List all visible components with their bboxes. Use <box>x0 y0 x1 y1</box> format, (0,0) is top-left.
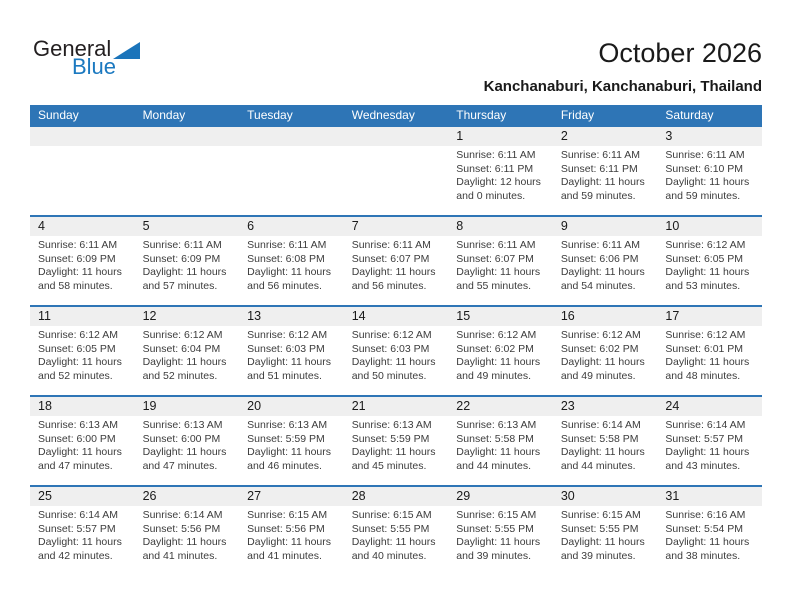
week-row <box>30 305 762 395</box>
day-info <box>448 236 553 293</box>
sunset-text: Sunset: 6:05 PM <box>665 252 744 265</box>
daylight-text-line1: Daylight: 11 hours <box>456 266 541 278</box>
daylight-text-line2: and 54 minutes. <box>560 279 636 292</box>
daylight-text-line1: Daylight: 11 hours <box>665 536 750 548</box>
sunset-text: Sunset: 5:56 PM <box>142 522 221 535</box>
daylight-text-line2: and 57 minutes. <box>142 279 218 292</box>
daylight-text-line1: Daylight: 11 hours <box>351 536 436 548</box>
daylight-text-line2: and 52 minutes. <box>142 369 218 382</box>
sunset-text: Sunset: 6:11 PM <box>560 162 638 175</box>
calendar-cell <box>30 487 135 575</box>
daylight-text-line2: and 52 minutes. <box>38 369 113 382</box>
day-number: 14 <box>344 307 449 326</box>
daylight-text-line2: and 49 minutes. <box>560 369 636 382</box>
day-info <box>30 236 135 293</box>
day-info <box>135 236 240 293</box>
day-number: 17 <box>657 307 762 326</box>
day-info <box>135 416 240 473</box>
day-info <box>657 236 762 293</box>
daylight-text-line1: Daylight: 11 hours <box>665 356 750 368</box>
sunset-text: Sunset: 6:07 PM <box>351 252 430 265</box>
calendar-cell <box>657 487 762 575</box>
sunset-text: Sunset: 5:59 PM <box>351 432 430 445</box>
day-number: 3 <box>657 127 762 146</box>
sunrise-text: Sunrise: 6:12 AM <box>665 239 746 251</box>
calendar-cell <box>448 397 553 485</box>
sunset-text: Sunset: 6:00 PM <box>142 432 221 445</box>
day-number: 20 <box>239 397 344 416</box>
calendar-cell <box>135 307 240 395</box>
daylight-text-line1: Daylight: 11 hours <box>247 266 331 278</box>
day-info <box>657 506 762 563</box>
calendar-cell-empty <box>30 127 135 215</box>
sunset-text: Sunset: 6:02 PM <box>456 342 534 355</box>
sunrise-text: Sunrise: 6:15 AM <box>560 509 641 521</box>
sunrise-text: Sunrise: 6:12 AM <box>351 329 432 341</box>
daylight-text-line2: and 55 minutes. <box>456 279 531 292</box>
day-number: 19 <box>135 397 240 416</box>
sunset-text: Sunset: 6:10 PM <box>665 162 744 175</box>
daylight-text-line2: and 39 minutes. <box>456 549 531 562</box>
sunset-text: Sunset: 6:03 PM <box>351 342 430 355</box>
sunrise-text: Sunrise: 6:11 AM <box>351 239 431 251</box>
calendar-cell <box>30 217 135 305</box>
daylight-text-line1: Daylight: 11 hours <box>247 446 331 458</box>
daylight-text-line1: Daylight: 11 hours <box>665 266 750 278</box>
day-number <box>135 127 240 146</box>
weekday-header-row <box>30 105 762 125</box>
daylight-text-line1: Daylight: 11 hours <box>247 536 331 548</box>
sunrise-text: Sunrise: 6:16 AM <box>665 509 746 521</box>
calendar-cell-empty <box>239 127 344 215</box>
weekday-header-sunday: Sunday <box>38 108 79 122</box>
sunset-text: Sunset: 6:04 PM <box>142 342 221 355</box>
day-number: 22 <box>448 397 553 416</box>
daylight-text-line1: Daylight: 12 hours <box>456 176 541 188</box>
daylight-text-line2: and 47 minutes. <box>38 459 113 472</box>
calendar-cell <box>553 487 658 575</box>
daylight-text-line1: Daylight: 11 hours <box>142 446 227 458</box>
daylight-text-line2: and 59 minutes. <box>665 189 741 202</box>
daylight-text-line1: Daylight: 11 hours <box>38 536 122 548</box>
sunrise-text: Sunrise: 6:14 AM <box>38 509 118 521</box>
page-title: October 2026 <box>598 38 762 68</box>
day-info <box>553 326 658 383</box>
day-number: 10 <box>657 217 762 236</box>
day-info <box>30 326 135 383</box>
day-number: 1 <box>448 127 553 146</box>
sunset-text: Sunset: 5:58 PM <box>456 432 534 445</box>
sunrise-text: Sunrise: 6:12 AM <box>560 329 641 341</box>
day-number: 15 <box>448 307 553 326</box>
day-number: 30 <box>553 487 658 506</box>
weekday-header-friday: Friday <box>560 108 595 122</box>
logo-triangle-icon <box>113 42 140 59</box>
daylight-text-line1: Daylight: 11 hours <box>665 446 750 458</box>
day-info <box>344 326 449 383</box>
calendar-cell <box>553 217 658 305</box>
day-info <box>657 326 762 383</box>
day-number: 29 <box>448 487 553 506</box>
daylight-text-line2: and 50 minutes. <box>351 369 427 382</box>
sunset-text: Sunset: 5:59 PM <box>247 432 325 445</box>
daylight-text-line2: and 48 minutes. <box>665 369 741 382</box>
daylight-text-line1: Daylight: 11 hours <box>560 536 645 548</box>
daylight-text-line2: and 51 minutes. <box>247 369 322 382</box>
daylight-text-line2: and 45 minutes. <box>351 459 427 472</box>
calendar-cell <box>344 217 449 305</box>
daylight-text-line1: Daylight: 11 hours <box>142 536 227 548</box>
sunset-text: Sunset: 6:01 PM <box>665 342 744 355</box>
sunset-text: Sunset: 5:57 PM <box>38 522 116 535</box>
day-number: 23 <box>553 397 658 416</box>
daylight-text-line2: and 42 minutes. <box>38 549 113 562</box>
day-number: 11 <box>30 307 135 326</box>
logo-text-blue: Blue <box>72 54 117 79</box>
week-row <box>30 125 762 215</box>
day-number: 16 <box>553 307 658 326</box>
day-number <box>344 127 449 146</box>
calendar-cell <box>657 307 762 395</box>
daylight-text-line2: and 39 minutes. <box>560 549 636 562</box>
day-number: 21 <box>344 397 449 416</box>
day-number: 31 <box>657 487 762 506</box>
sunset-text: Sunset: 6:03 PM <box>247 342 325 355</box>
calendar-cell <box>239 217 344 305</box>
day-info <box>553 146 658 203</box>
sunset-text: Sunset: 5:58 PM <box>560 432 639 445</box>
day-number: 13 <box>239 307 344 326</box>
sunrise-text: Sunrise: 6:13 AM <box>351 419 432 431</box>
sunrise-text: Sunrise: 6:12 AM <box>38 329 118 341</box>
daylight-text-line2: and 40 minutes. <box>351 549 427 562</box>
sunset-text: Sunset: 6:06 PM <box>560 252 639 265</box>
daylight-text-line2: and 49 minutes. <box>456 369 531 382</box>
sunrise-text: Sunrise: 6:13 AM <box>456 419 537 431</box>
calendar-cell <box>135 217 240 305</box>
sunset-text: Sunset: 5:55 PM <box>456 522 534 535</box>
sunset-text: Sunset: 6:09 PM <box>38 252 116 265</box>
calendar-cell <box>344 397 449 485</box>
day-number: 8 <box>448 217 553 236</box>
sunrise-text: Sunrise: 6:12 AM <box>142 329 223 341</box>
daylight-text-line2: and 38 minutes. <box>665 549 741 562</box>
calendar-cell <box>30 397 135 485</box>
sunrise-text: Sunrise: 6:14 AM <box>665 419 746 431</box>
daylight-text-line1: Daylight: 11 hours <box>560 356 645 368</box>
day-info <box>448 146 553 203</box>
daylight-text-line2: and 59 minutes. <box>560 189 636 202</box>
daylight-text-line1: Daylight: 11 hours <box>456 446 541 458</box>
day-info <box>553 416 658 473</box>
calendar-cell <box>448 307 553 395</box>
day-info <box>448 416 553 473</box>
day-info <box>553 506 658 563</box>
day-number <box>30 127 135 146</box>
day-info <box>30 416 135 473</box>
day-number: 9 <box>553 217 658 236</box>
weekday-header-tuesday: Tuesday <box>247 108 293 122</box>
day-number: 7 <box>344 217 449 236</box>
calendar-cell <box>553 127 658 215</box>
sunrise-text: Sunrise: 6:13 AM <box>38 419 118 431</box>
day-number: 2 <box>553 127 658 146</box>
daylight-text-line2: and 56 minutes. <box>351 279 427 292</box>
daylight-text-line2: and 47 minutes. <box>142 459 218 472</box>
sunset-text: Sunset: 5:55 PM <box>351 522 430 535</box>
daylight-text-line2: and 46 minutes. <box>247 459 322 472</box>
daylight-text-line1: Daylight: 11 hours <box>38 446 122 458</box>
week-row <box>30 215 762 305</box>
day-info <box>657 146 762 203</box>
sunset-text: Sunset: 6:05 PM <box>38 342 116 355</box>
sunrise-text: Sunrise: 6:14 AM <box>560 419 641 431</box>
sunrise-text: Sunrise: 6:15 AM <box>456 509 537 521</box>
sunset-text: Sunset: 5:56 PM <box>247 522 325 535</box>
sunrise-text: Sunrise: 6:12 AM <box>247 329 328 341</box>
calendar <box>30 105 762 575</box>
daylight-text-line2: and 44 minutes. <box>456 459 531 472</box>
day-number: 27 <box>239 487 344 506</box>
sunrise-text: Sunrise: 6:13 AM <box>142 419 223 431</box>
sunrise-text: Sunrise: 6:11 AM <box>560 239 641 251</box>
calendar-cell <box>448 217 553 305</box>
sunrise-text: Sunrise: 6:15 AM <box>351 509 432 521</box>
sunrise-text: Sunrise: 6:11 AM <box>560 149 641 161</box>
day-number: 18 <box>30 397 135 416</box>
daylight-text-line2: and 41 minutes. <box>142 549 218 562</box>
day-info <box>448 506 553 563</box>
sunset-text: Sunset: 5:54 PM <box>665 522 744 535</box>
daylight-text-line2: and 56 minutes. <box>247 279 322 292</box>
calendar-cell <box>135 487 240 575</box>
sunrise-text: Sunrise: 6:11 AM <box>38 239 118 251</box>
calendar-cell <box>553 397 658 485</box>
sunrise-text: Sunrise: 6:11 AM <box>247 239 327 251</box>
daylight-text-line1: Daylight: 11 hours <box>456 356 541 368</box>
day-info <box>239 506 344 563</box>
sunrise-text: Sunrise: 6:14 AM <box>142 509 223 521</box>
sunset-text: Sunset: 6:07 PM <box>456 252 534 265</box>
sunrise-text: Sunrise: 6:11 AM <box>456 149 536 161</box>
day-info <box>30 506 135 563</box>
sunrise-text: Sunrise: 6:13 AM <box>247 419 328 431</box>
day-info <box>344 236 449 293</box>
daylight-text-line1: Daylight: 11 hours <box>351 266 436 278</box>
daylight-text-line1: Daylight: 11 hours <box>560 176 645 188</box>
calendar-cell <box>344 307 449 395</box>
daylight-text-line1: Daylight: 11 hours <box>665 176 750 188</box>
sunset-text: Sunset: 6:00 PM <box>38 432 116 445</box>
daylight-text-line1: Daylight: 11 hours <box>351 356 436 368</box>
sunrise-text: Sunrise: 6:11 AM <box>142 239 222 251</box>
day-info <box>448 326 553 383</box>
calendar-cell <box>239 307 344 395</box>
sunrise-text: Sunrise: 6:12 AM <box>456 329 537 341</box>
daylight-text-line1: Daylight: 11 hours <box>560 266 645 278</box>
daylight-text-line1: Daylight: 11 hours <box>38 356 122 368</box>
daylight-text-line2: and 53 minutes. <box>665 279 741 292</box>
daylight-text-line2: and 0 minutes. <box>456 189 526 202</box>
week-row <box>30 395 762 485</box>
calendar-cell <box>135 397 240 485</box>
sunset-text: Sunset: 6:02 PM <box>560 342 639 355</box>
daylight-text-line1: Daylight: 11 hours <box>142 356 227 368</box>
daylight-text-line1: Daylight: 11 hours <box>560 446 645 458</box>
day-info <box>135 506 240 563</box>
sunset-text: Sunset: 5:57 PM <box>665 432 744 445</box>
sunset-text: Sunset: 6:11 PM <box>456 162 534 175</box>
daylight-text-line1: Daylight: 11 hours <box>38 266 122 278</box>
sunset-text: Sunset: 5:55 PM <box>560 522 639 535</box>
day-number: 24 <box>657 397 762 416</box>
sunrise-text: Sunrise: 6:11 AM <box>456 239 536 251</box>
sunset-text: Sunset: 6:09 PM <box>142 252 221 265</box>
day-info <box>239 236 344 293</box>
calendar-cell-empty <box>135 127 240 215</box>
daylight-text-line2: and 58 minutes. <box>38 279 113 292</box>
calendar-cell <box>553 307 658 395</box>
weekday-header-monday: Monday <box>142 108 186 122</box>
weekday-header-thursday: Thursday <box>456 108 507 122</box>
day-info <box>553 236 658 293</box>
day-number: 26 <box>135 487 240 506</box>
sunrise-text: Sunrise: 6:15 AM <box>247 509 328 521</box>
daylight-text-line2: and 41 minutes. <box>247 549 322 562</box>
calendar-cell <box>344 487 449 575</box>
weekday-header-saturday: Saturday <box>665 108 714 122</box>
calendar-cell <box>448 487 553 575</box>
day-number: 6 <box>239 217 344 236</box>
day-number <box>239 127 344 146</box>
day-info <box>239 416 344 473</box>
sunset-text: Sunset: 6:08 PM <box>247 252 325 265</box>
daylight-text-line1: Daylight: 11 hours <box>142 266 227 278</box>
calendar-cell-empty <box>344 127 449 215</box>
daylight-text-line1: Daylight: 11 hours <box>456 536 541 548</box>
day-info <box>344 506 449 563</box>
daylight-text-line2: and 43 minutes. <box>665 459 741 472</box>
week-row <box>30 485 762 575</box>
calendar-cell <box>657 217 762 305</box>
day-number: 5 <box>135 217 240 236</box>
daylight-text-line2: and 44 minutes. <box>560 459 636 472</box>
calendar-cell <box>239 397 344 485</box>
sunrise-text: Sunrise: 6:12 AM <box>665 329 746 341</box>
logo-text-general: General <box>33 36 112 61</box>
day-number: 25 <box>30 487 135 506</box>
day-number: 12 <box>135 307 240 326</box>
calendar-cell <box>30 307 135 395</box>
daylight-text-line1: Daylight: 11 hours <box>247 356 331 368</box>
daylight-text-line1: Daylight: 11 hours <box>351 446 436 458</box>
calendar-cell <box>657 127 762 215</box>
weekday-header-wednesday: Wednesday <box>351 108 415 122</box>
day-info <box>135 326 240 383</box>
day-info <box>657 416 762 473</box>
page-subtitle: Kanchanaburi, Kanchanaburi, Thailand <box>483 78 762 95</box>
day-info <box>344 416 449 473</box>
day-info <box>239 326 344 383</box>
day-number: 28 <box>344 487 449 506</box>
calendar-cell <box>448 127 553 215</box>
calendar-cell <box>239 487 344 575</box>
calendar-cell <box>657 397 762 485</box>
general-blue-logo <box>33 38 140 78</box>
calendar-body <box>30 125 762 575</box>
sunrise-text: Sunrise: 6:11 AM <box>665 149 745 161</box>
day-number: 4 <box>30 217 135 236</box>
